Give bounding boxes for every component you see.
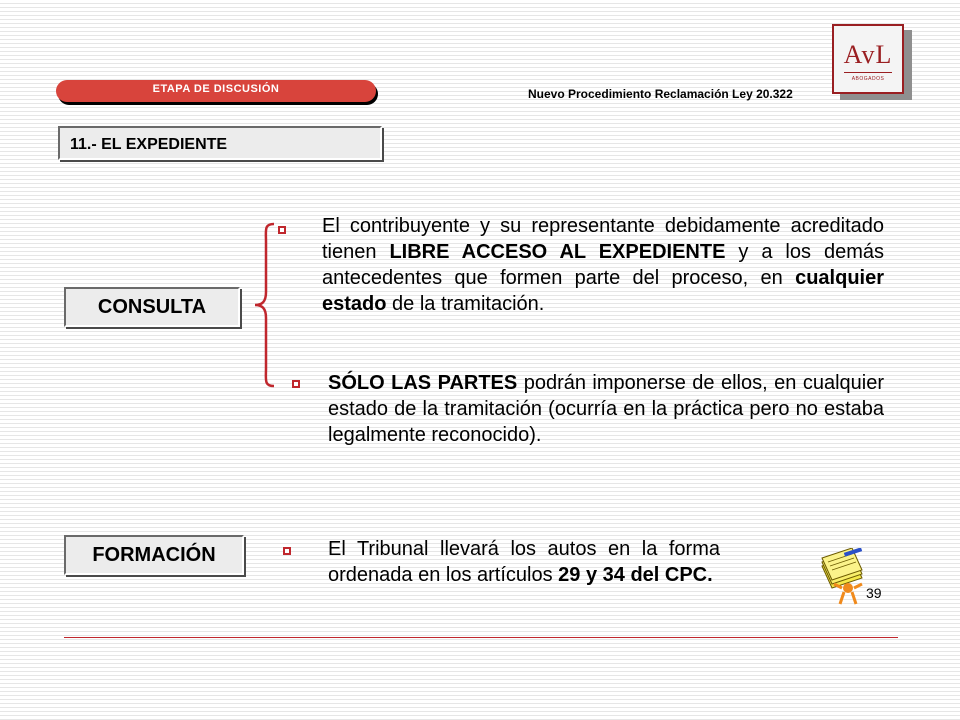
page-number: 39 xyxy=(866,585,882,601)
logo-divider xyxy=(844,72,892,73)
logo-subtext: ABOGADOS xyxy=(851,76,885,82)
footer-divider xyxy=(64,637,898,638)
text-run: El Tribunal llevará los autos en la forma ordenada en los artículos xyxy=(328,538,720,586)
text-run: podrán imponerse de ellos, en cualquier estado de la tramitación (ocurría en la práctica pero no estaba legalmente reconocido). xyxy=(328,372,884,446)
bold-run: cualquier estado xyxy=(322,267,884,315)
text-run: de la tramitación. xyxy=(386,293,545,315)
section-title: 11.- EL EXPEDIENTE xyxy=(58,126,382,160)
hollow-square-icon xyxy=(283,547,291,555)
firm-logo xyxy=(832,24,904,94)
bold-run: LIBRE ACCESO AL EXPEDIENTE xyxy=(389,241,726,263)
formacion-tag: FORMACIÓN xyxy=(64,535,244,575)
bold-run: SÓLO LAS PARTES xyxy=(328,372,518,394)
bold-run: 29 y 34 del CPC. xyxy=(558,564,713,586)
stage-label: ETAPA DE DISCUSIÓN xyxy=(56,80,376,102)
left-brace-icon xyxy=(252,222,278,388)
hollow-square-icon xyxy=(292,380,300,388)
logo-text: AvL xyxy=(843,40,893,69)
hollow-square-icon xyxy=(278,226,286,234)
consulta-tag: CONSULTA xyxy=(64,287,240,327)
formacion-paragraph xyxy=(328,536,720,588)
presentation-subtitle: Nuevo Procedimiento Reclamación Ley 20.322 xyxy=(528,87,793,101)
text-run: El contribuyente y su representante debidamente acreditado tienen xyxy=(322,215,884,263)
consulta-paragraph-1 xyxy=(322,213,884,317)
consulta-paragraph-2 xyxy=(328,370,884,448)
text-run: y a los demás antecedentes que formen parte del proceso, en xyxy=(322,241,884,289)
